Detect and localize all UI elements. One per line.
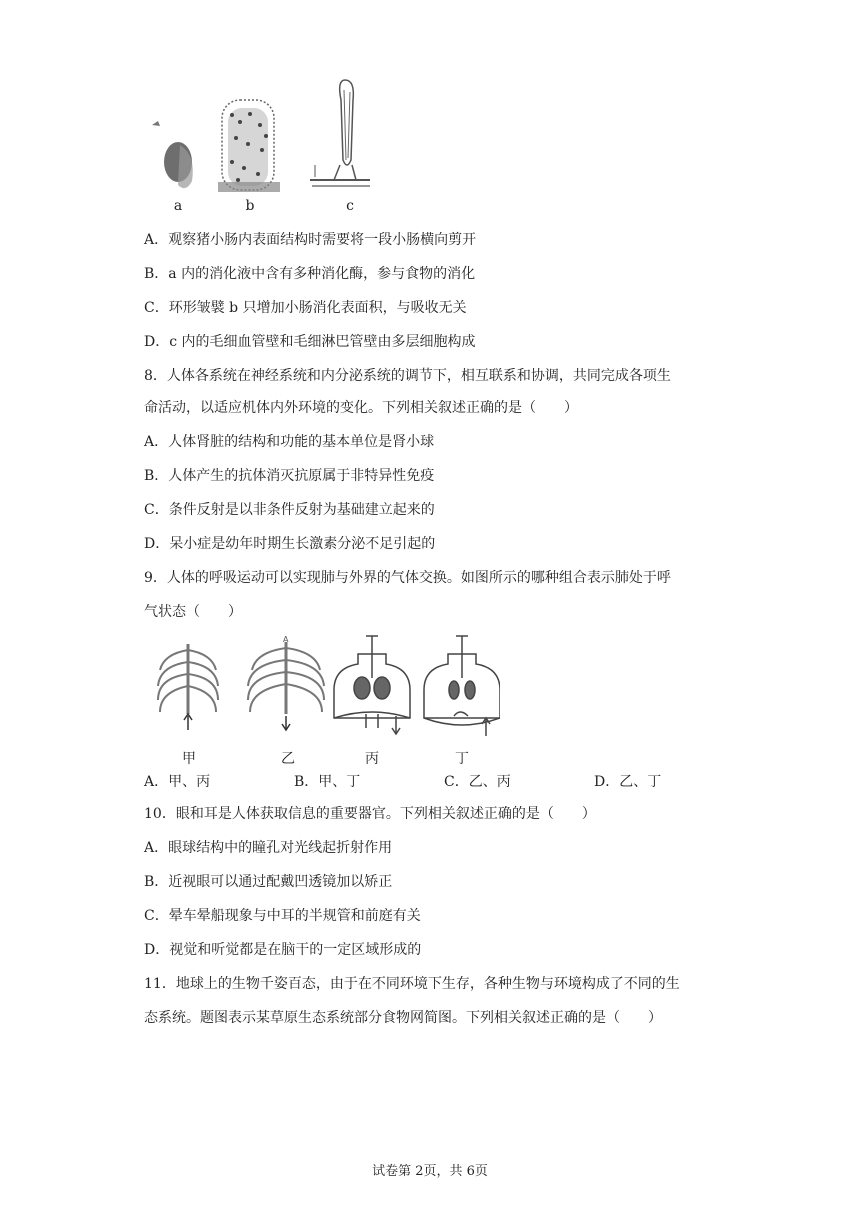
caption-bing: 丙 <box>365 751 379 767</box>
caption-yi: 乙 <box>281 751 295 767</box>
q11-stem-line2: 态系统。题图表示某草原生态系统部分食物网简图。下列相关叙述正确的是（ ） <box>144 1010 662 1026</box>
q11-stem-line1: 11．地球上的生物千姿百态，由于在不同环境下生存，各种生物与环境构成了不同的生 <box>144 976 680 992</box>
caption-c: c <box>346 198 354 214</box>
caption-ding: 丁 <box>455 751 469 767</box>
ribcage-mark: A <box>283 635 289 644</box>
q10-option-d: D．视觉和听觉都是在脑干的一定区域形成的 <box>144 942 422 958</box>
q7-option-b: B．a 内的消化液中含有多种消化酶，参与食物的消化 <box>144 266 476 282</box>
q8-option-d: D．呆小症是幼年时期生长激素分泌不足引起的 <box>144 536 436 552</box>
breathing-figure <box>150 632 500 744</box>
structure-a-drawing <box>152 121 193 188</box>
belljar-bing-drawing <box>334 636 410 734</box>
breathing-figure-drawing <box>150 632 500 744</box>
q8-stem-line2: 命活动，以适应机体内外环境的变化。下列相关叙述正确的是（ ） <box>144 400 578 416</box>
q9-option-d: D．乙、丁 <box>594 774 662 790</box>
q9-stem-line1: 9．人体的呼吸运动可以实现肺与外界的气体交换。如图所示的哪种组合表示肺处于呼 <box>144 570 671 586</box>
q10-stem: 10．眼和耳是人体获取信息的重要器官。下列相关叙述正确的是（ ） <box>144 806 596 822</box>
structure-b-drawing <box>218 100 280 192</box>
q7-option-a: A．观察猪小肠内表面结构时需要将一段小肠横向剪开 <box>144 232 477 248</box>
q8-option-a: A．人体肾脏的结构和功能的基本单位是肾小球 <box>144 434 435 450</box>
q8-option-c: C．条件反射是以非条件反射为基础建立起来的 <box>144 502 435 518</box>
q10-option-c: C．晕车晕船现象与中耳的半规管和前庭有关 <box>144 908 421 924</box>
caption-a: a <box>173 198 183 214</box>
caption-b: b <box>245 198 255 214</box>
structure-c-drawing <box>310 80 370 186</box>
q7-option-c: C．环形皱襞 b 只增加小肠消化表面积，与吸收无关 <box>144 300 467 316</box>
q8-stem-line1: 8．人体各系统在神经系统和内分泌系统的调节下，相互联系和协调，共同完成各项生 <box>144 368 671 384</box>
q8-option-b: B．人体产生的抗体消灭抗原属于非特异性免疫 <box>144 468 435 484</box>
q7-option-d: D．c 内的毛细血管壁和毛细淋巴管壁由多层细胞构成 <box>144 334 476 350</box>
ribcage-yi-drawing <box>248 642 324 730</box>
page-footer: 试卷第 2页，共 6页 <box>372 1164 488 1179</box>
q10-option-b: B．近视眼可以通过配戴凹透镜加以矫正 <box>144 874 393 890</box>
caption-jia: 甲 <box>182 751 196 767</box>
q9-option-a: A．甲、丙 <box>144 774 211 790</box>
q9-stem-line2: 气状态（ ） <box>144 604 242 620</box>
q9-option-b: B．甲、丁 <box>294 774 361 790</box>
belljar-ding-drawing <box>424 636 500 736</box>
q9-option-c: C．乙、丙 <box>444 774 511 790</box>
q10-option-a: A．眼球结构中的瞳孔对光线起折射作用 <box>144 840 393 856</box>
ribcage-jia-drawing <box>158 644 218 730</box>
